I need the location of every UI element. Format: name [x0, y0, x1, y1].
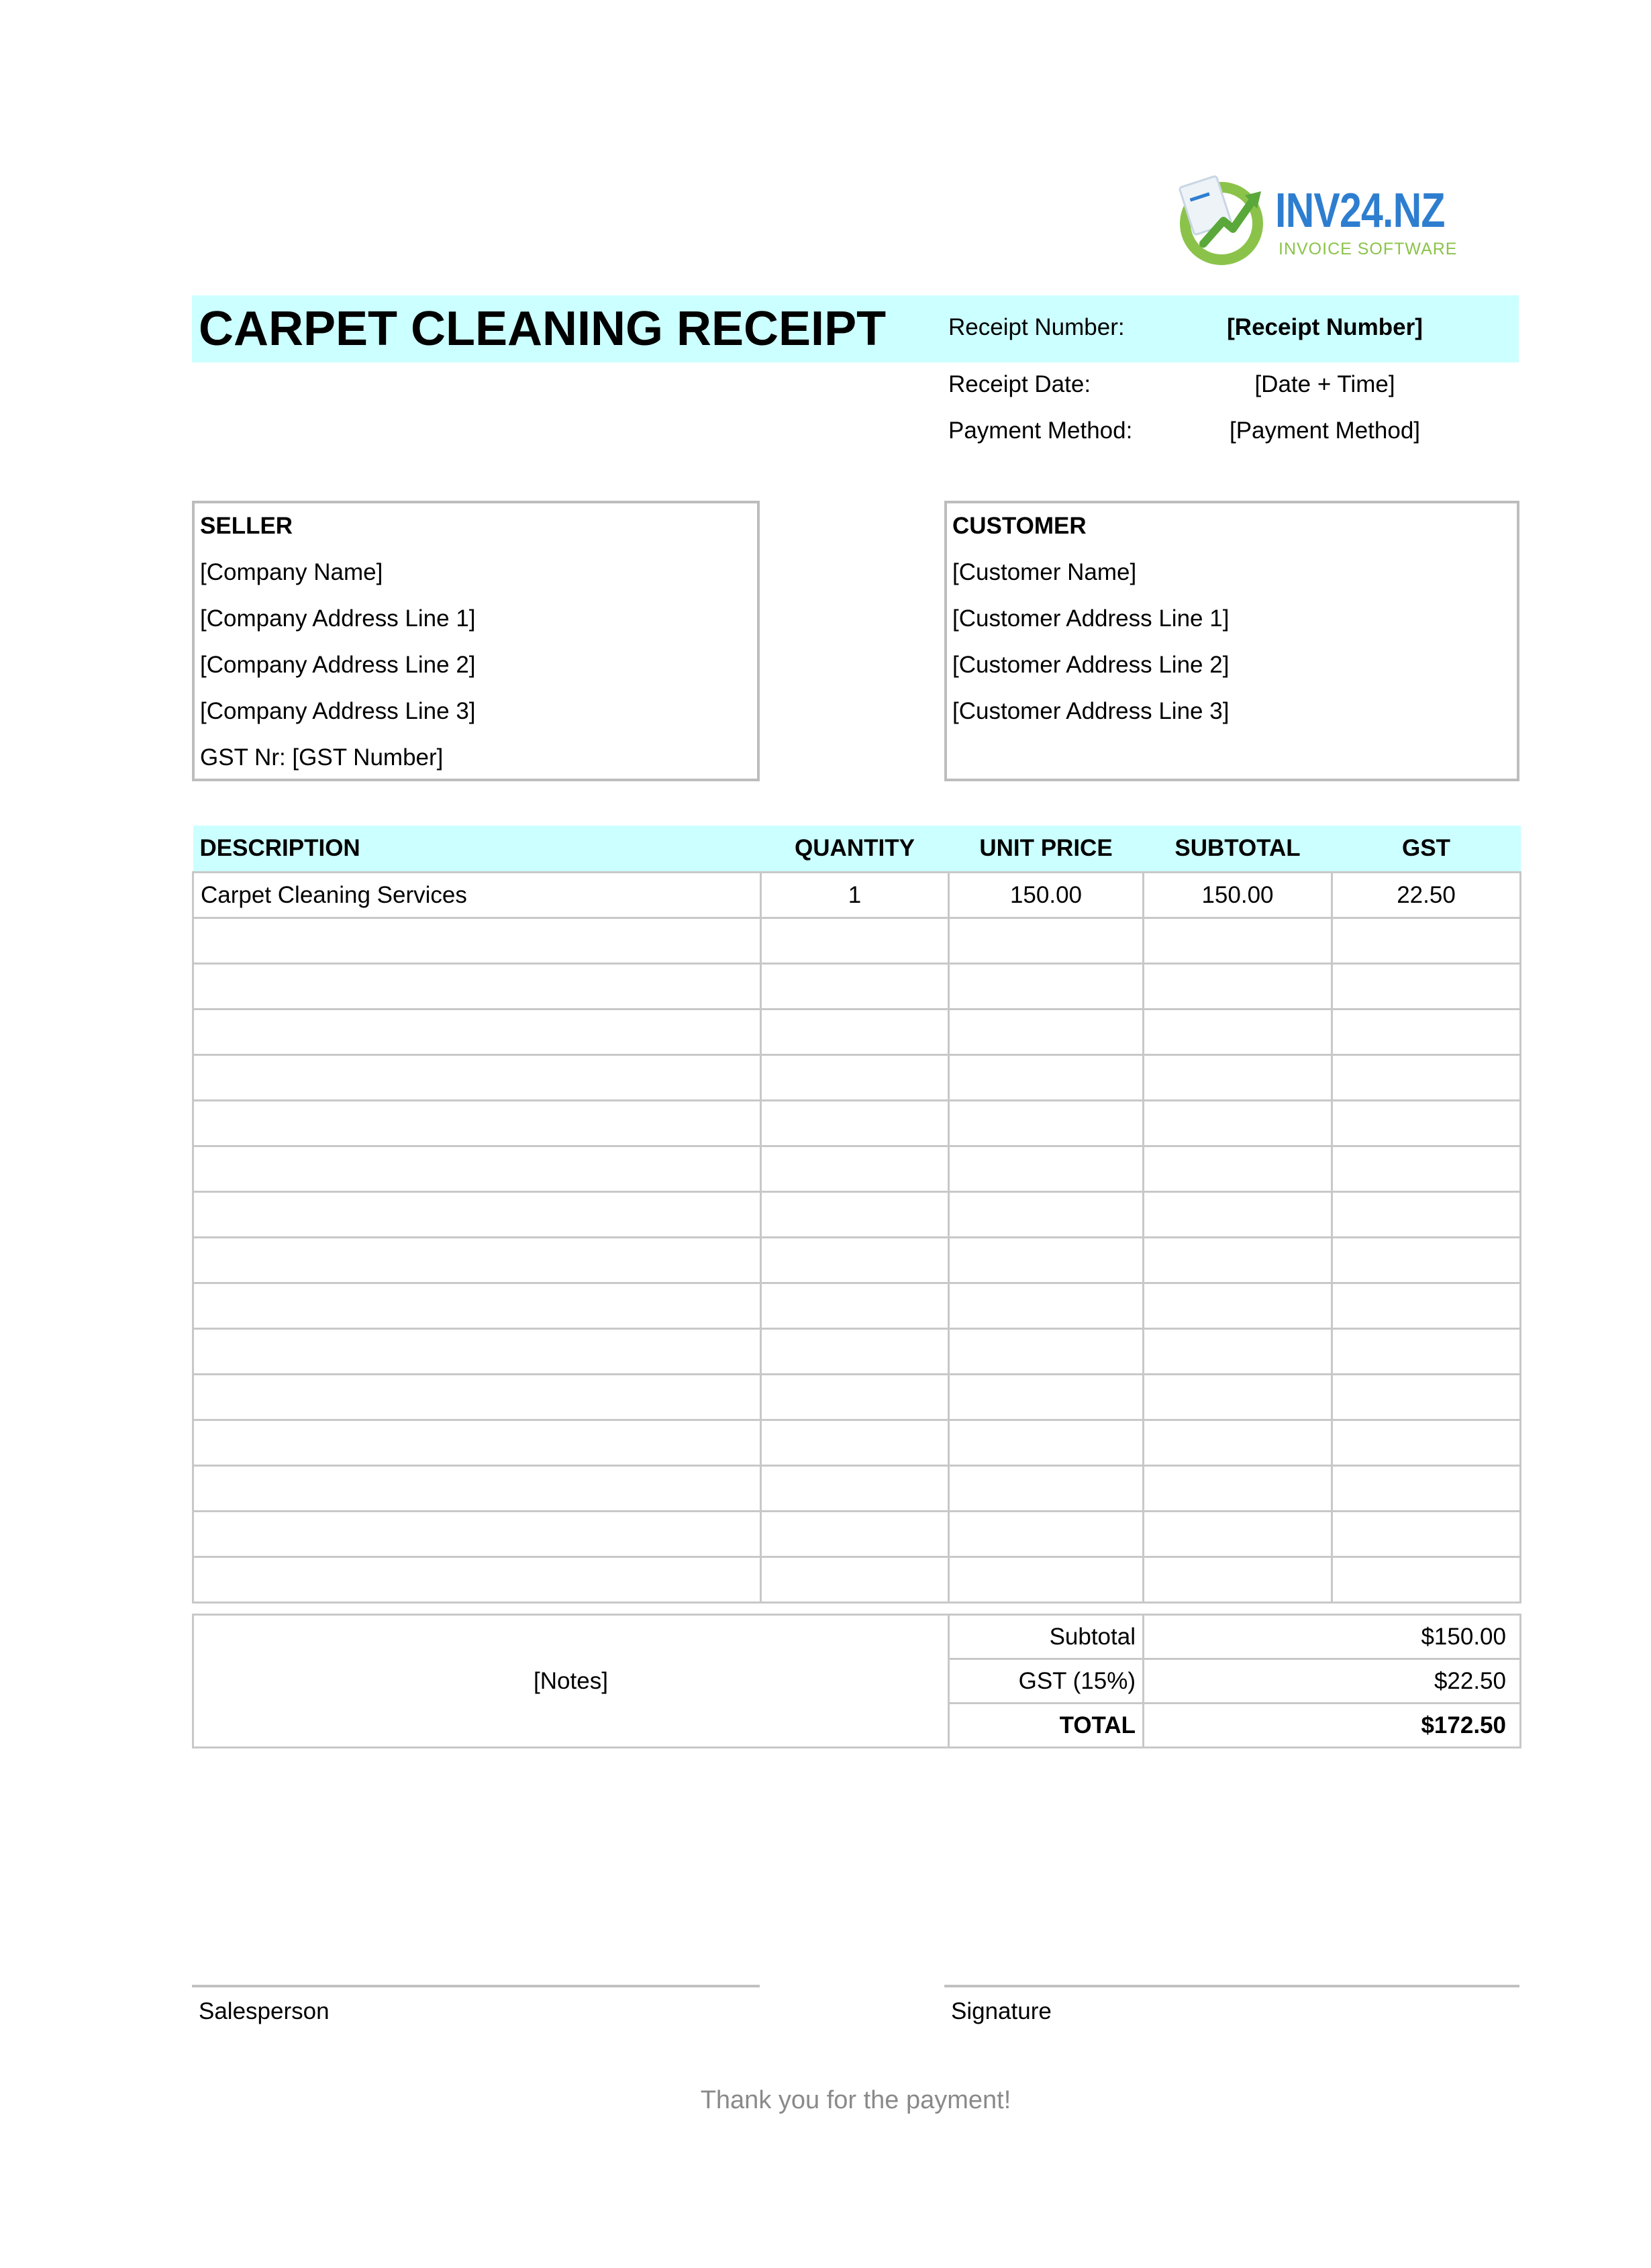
cell-subtotal: [1144, 1375, 1332, 1420]
thank-you-message: Thank you for the payment!: [700, 2086, 1011, 2114]
cell-description: [193, 1375, 761, 1420]
cell-quantity: [761, 1512, 949, 1557]
cell-unit-price: [949, 1466, 1144, 1512]
header-subtotal: SUBTOTAL: [1144, 826, 1332, 873]
table-row: [193, 1192, 1521, 1238]
cell-description: [193, 1420, 761, 1466]
totals-section: [192, 1614, 1519, 1753]
cell-gst: 22.50: [1332, 873, 1521, 918]
table-row: [193, 1283, 1521, 1329]
cell-description: [193, 1283, 761, 1329]
cell-unit-price: [949, 1375, 1144, 1420]
table-row: [193, 1557, 1521, 1603]
cell-gst: [1332, 1557, 1521, 1603]
total-value: $172.50: [1144, 1704, 1521, 1748]
cell-gst: [1332, 1192, 1521, 1238]
subtotal-value: $150.00: [1144, 1615, 1521, 1659]
header-unit-price: UNIT PRICE: [949, 826, 1144, 873]
cell-quantity: [761, 1329, 949, 1375]
receipt-number-label: Receipt Number:: [948, 314, 1125, 340]
page-title: CARPET CLEANING RECEIPT: [199, 302, 887, 356]
table-row: [193, 873, 1521, 918]
salesperson-label: Salesperson: [199, 1998, 330, 2024]
customer-line: [Customer Address Line 2]: [952, 652, 1230, 678]
cell-description: [193, 1512, 761, 1557]
cell-subtotal: [1144, 1466, 1332, 1512]
cell-description: [193, 1557, 761, 1603]
cell-subtotal: [1144, 964, 1332, 1009]
gst-value: $22.50: [1144, 1659, 1521, 1704]
cell-quantity: [761, 1238, 949, 1283]
cell-description: [193, 1101, 761, 1146]
cell-quantity: [761, 964, 949, 1009]
cell-subtotal: [1144, 1146, 1332, 1192]
cell-gst: [1332, 1101, 1521, 1146]
seller-line: [Company Address Line 3]: [200, 698, 476, 724]
cell-quantity: [761, 1101, 949, 1146]
cell-subtotal: [1144, 1238, 1332, 1283]
salesperson-line: [192, 1985, 760, 1987]
cell-unit-price: [949, 1009, 1144, 1055]
cell-description: [193, 1466, 761, 1512]
cell-quantity: [761, 1055, 949, 1101]
table-row: [193, 1466, 1521, 1512]
customer-line: [Customer Name]: [952, 559, 1137, 585]
cell-gst: [1332, 1375, 1521, 1420]
cell-unit-price: [949, 1329, 1144, 1375]
table-row: [193, 1329, 1521, 1375]
cell-unit-price: [949, 1283, 1144, 1329]
seller-box: [192, 501, 760, 781]
cell-gst: [1332, 918, 1521, 964]
seller-heading: SELLER: [200, 513, 293, 539]
customer-line: [Customer Address Line 3]: [952, 698, 1230, 724]
header-description: DESCRIPTION: [193, 826, 761, 873]
cell-gst: [1332, 1283, 1521, 1329]
cell-subtotal: [1144, 918, 1332, 964]
table-row: [193, 1101, 1521, 1146]
customer-line: [Customer Address Line 1]: [952, 605, 1230, 632]
cell-quantity: [761, 1420, 949, 1466]
cell-quantity: [761, 1375, 949, 1420]
notes: [Notes]: [193, 1615, 949, 1748]
cell-gst: [1332, 1146, 1521, 1192]
cell-unit-price: [949, 1101, 1144, 1146]
cell-unit-price: [949, 1055, 1144, 1101]
table-row: [193, 1420, 1521, 1466]
cell-quantity: 1: [761, 873, 949, 918]
cell-quantity: [761, 1192, 949, 1238]
cell-description: Carpet Cleaning Services: [193, 873, 761, 918]
items-table: [192, 826, 1519, 1604]
table-row: [193, 1055, 1521, 1101]
cell-quantity: [761, 1146, 949, 1192]
cell-gst: [1332, 1420, 1521, 1466]
customer-heading: CUSTOMER: [952, 513, 1087, 539]
seller-gst-line: GST Nr: [GST Number]: [200, 744, 444, 771]
payment-method-value: [Payment Method]: [1229, 417, 1421, 444]
cell-unit-price: [949, 1192, 1144, 1238]
cell-quantity: [761, 1283, 949, 1329]
subtotal-label: Subtotal: [949, 1615, 1144, 1659]
seller-line: [Company Name]: [200, 559, 383, 585]
table-row: [193, 1512, 1521, 1557]
cell-unit-price: [949, 1420, 1144, 1466]
header-quantity: QUANTITY: [761, 826, 949, 873]
cell-unit-price: 150.00: [949, 873, 1144, 918]
cell-subtotal: [1144, 1283, 1332, 1329]
cell-description: [193, 1146, 761, 1192]
cell-description: [193, 1329, 761, 1375]
table-row: [193, 1375, 1521, 1420]
table-row: [193, 918, 1521, 964]
cell-description: [193, 964, 761, 1009]
table-row: [193, 1238, 1521, 1283]
cell-gst: [1332, 1238, 1521, 1283]
signature-label: Signature: [951, 1998, 1052, 2024]
cell-subtotal: [1144, 1512, 1332, 1557]
cell-description: [193, 1009, 761, 1055]
logo-brand: INV24.NZ: [1275, 184, 1445, 238]
cell-unit-price: [949, 1146, 1144, 1192]
table-row: [193, 964, 1521, 1009]
cell-quantity: [761, 918, 949, 964]
cell-description: [193, 1192, 761, 1238]
cell-subtotal: [1144, 1192, 1332, 1238]
cell-description: [193, 918, 761, 964]
customer-box: [944, 501, 1519, 781]
items-header-row: [193, 826, 1521, 873]
logo-tagline: INVOICE SOFTWARE: [1279, 240, 1458, 258]
cell-subtotal: [1144, 1055, 1332, 1101]
cell-gst: [1332, 1329, 1521, 1375]
gst-label: GST (15%): [949, 1659, 1144, 1704]
table-row: [193, 1146, 1521, 1192]
logo: [1171, 171, 1466, 272]
cell-gst: [1332, 1466, 1521, 1512]
header-gst: GST: [1332, 826, 1521, 873]
cell-unit-price: [949, 1512, 1144, 1557]
cell-unit-price: [949, 964, 1144, 1009]
cell-quantity: [761, 1466, 949, 1512]
cell-gst: [1332, 1009, 1521, 1055]
cell-unit-price: [949, 918, 1144, 964]
table-row: [193, 1009, 1521, 1055]
cell-subtotal: [1144, 1557, 1332, 1603]
cell-gst: [1332, 964, 1521, 1009]
cell-gst: [1332, 1512, 1521, 1557]
logo-icon: [1171, 171, 1272, 272]
seller-line: [Company Address Line 1]: [200, 605, 476, 632]
signature-line: [944, 1985, 1519, 1987]
receipt-number-value: [Receipt Number]: [1227, 314, 1423, 340]
cell-unit-price: [949, 1557, 1144, 1603]
cell-description: [193, 1055, 761, 1101]
cell-subtotal: 150.00: [1144, 873, 1332, 918]
cell-subtotal: [1144, 1009, 1332, 1055]
cell-subtotal: [1144, 1101, 1332, 1146]
cell-quantity: [761, 1557, 949, 1603]
payment-method-label: Payment Method:: [948, 417, 1133, 444]
seller-line: [Company Address Line 2]: [200, 652, 476, 678]
total-label: TOTAL: [949, 1704, 1144, 1748]
cell-unit-price: [949, 1238, 1144, 1283]
cell-subtotal: [1144, 1329, 1332, 1375]
receipt-date-label: Receipt Date:: [948, 371, 1091, 397]
receipt-date-value: [Date + Time]: [1254, 371, 1395, 397]
cell-gst: [1332, 1055, 1521, 1101]
cell-subtotal: [1144, 1420, 1332, 1466]
cell-quantity: [761, 1009, 949, 1055]
cell-description: [193, 1238, 761, 1283]
